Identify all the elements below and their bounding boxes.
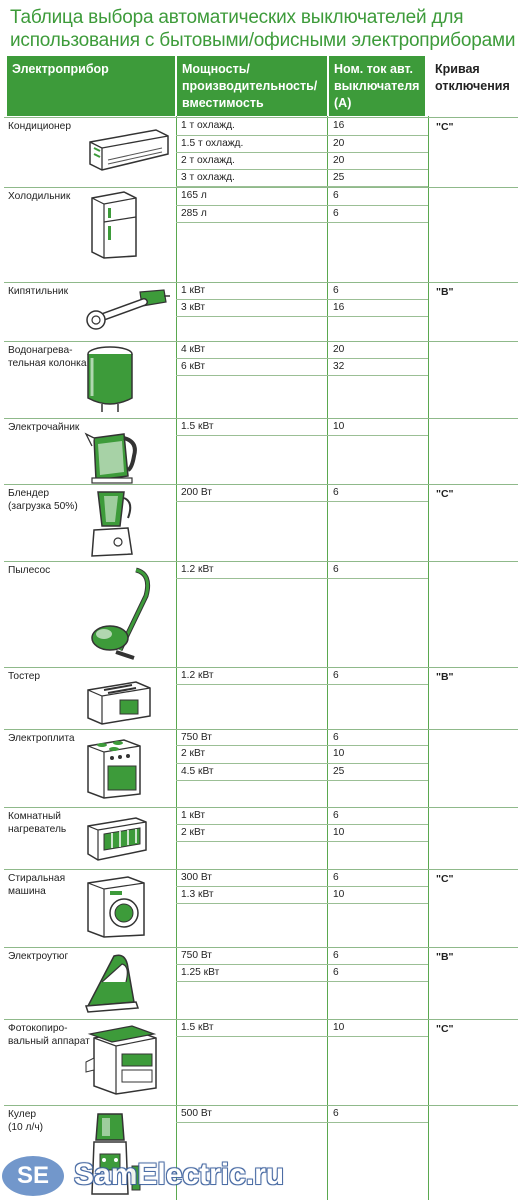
power-value: 750 Вт [181,732,212,743]
header-curve-line-2: отключения [435,79,510,93]
current-value: 10 [333,748,345,759]
immersion-heater-icon [80,286,170,338]
row-divider [176,135,428,136]
vacuum-cleaner-icon [86,566,158,662]
current-value: 6 [333,487,339,498]
power-value: 2 кВт [181,827,206,838]
group-divider [4,869,518,870]
power-value: 6 кВт [181,361,206,372]
row-divider [176,763,428,764]
table-header [0,56,518,116]
header-power-line-2: производительность/ [182,79,318,93]
washing-machine-icon [84,873,148,939]
row-divider [176,824,428,825]
row-divider [176,169,428,170]
power-value: 4 кВт [181,344,206,355]
appliance-name-line: Тостер [8,671,41,682]
appliance-name [8,285,90,298]
power-value: 200 Вт [181,487,212,498]
power-value: 165 л [181,190,207,201]
power-value: 2 т охлажд. [181,155,235,166]
power-value: 1 кВт [181,285,206,296]
header-appliance-label: Электроприбор [12,62,109,76]
current-value: 6 [333,810,339,821]
current-value: 6 [333,564,339,575]
current-value: 10 [333,1022,345,1033]
current-value: 6 [333,670,339,681]
appliance-name [8,120,90,133]
current-value: 25 [333,766,345,777]
refrigerator-icon [84,190,144,260]
group-divider [4,117,518,118]
appliance-name-line: вальный аппарат [8,1036,90,1047]
header-current [329,56,425,116]
power-value: 3 т охлажд. [181,172,235,183]
current-value: 6 [333,732,339,743]
current-value: 16 [333,120,345,131]
row-divider [176,316,428,317]
air-conditioner-icon [86,124,172,176]
power-value: 1.25 кВт [181,967,220,978]
group-divider [4,341,518,342]
row-divider [176,780,428,781]
row-divider [176,903,428,904]
appliance-name-line: Электрочайник [8,422,80,433]
toaster-icon [84,676,154,726]
title-line-1: Таблица выбора автоматических выключателей для [10,7,464,28]
current-value: 6 [333,208,339,219]
header-current-line-1: Ном. ток авт. [334,62,413,76]
curve-value: "В" [436,286,454,298]
row-divider [176,152,428,153]
group-divider [4,1105,518,1106]
power-value: 1.5 т охлажд. [181,138,244,149]
photocopier-icon [84,1022,164,1096]
header-curve [430,56,518,116]
group-divider [4,1019,518,1020]
room-heater-icon [84,812,148,864]
appliance-name-line: Холодильник [8,191,71,202]
appliance-name [8,487,90,513]
current-value: 6 [333,950,339,961]
row-divider [176,745,428,746]
group-divider [4,282,518,283]
row-divider [176,1122,428,1123]
current-value: 20 [333,155,345,166]
curve-value: "В" [436,671,454,683]
power-value: 4.5 кВт [181,766,214,777]
appliance-name-line: (загрузка 50%) [8,501,78,512]
column-divider-3 [428,116,429,1200]
header-power [177,56,327,116]
title-line-2: использования с бытовыми/офисными электроприборами [10,30,516,51]
group-divider [4,484,518,485]
header-current-line-3: (А) [334,96,352,110]
appliance-name [8,564,90,577]
appliance-name-line: Стиральная [8,873,66,884]
power-value: 1.5 кВт [181,421,214,432]
appliance-name [8,1108,90,1134]
appliance-name [8,732,90,745]
current-value: 10 [333,421,345,432]
column-divider-2 [327,116,328,1200]
appliance-name-line: нагреватель [8,824,67,835]
watermark-logo-badge: SE [2,1156,64,1196]
group-divider [4,947,518,948]
power-value: 2 кВт [181,748,206,759]
power-value: 285 л [181,208,207,219]
group-divider [4,667,518,668]
row-divider [176,299,428,300]
curve-value: "С" [436,1023,454,1035]
current-value: 20 [333,344,345,355]
appliance-name-line: Пылесос [8,565,51,576]
group-divider [4,561,518,562]
group-divider [4,729,518,730]
curve-value: "С" [436,873,454,885]
watermark-site-name: SamElectric.ru [74,1158,285,1191]
row-divider [176,684,428,685]
row-divider [176,578,428,579]
current-value: 20 [333,138,345,149]
power-value: 300 Вт [181,872,212,883]
header-appliance [7,56,175,116]
current-value: 16 [333,302,345,313]
row-divider [176,981,428,982]
current-value: 10 [333,827,345,838]
power-value: 1.2 кВт [181,670,214,681]
current-value: 6 [333,967,339,978]
row-divider [176,435,428,436]
header-power-line-3: вместимость [182,96,264,110]
row-divider [176,501,428,502]
iron-icon [82,950,142,1014]
electric-kettle-icon [84,424,140,484]
power-value: 500 Вт [181,1108,212,1119]
appliance-name-line: (10 л/ч) [8,1122,44,1133]
appliance-name-line: Кулер [8,1109,37,1120]
group-divider [4,187,518,188]
current-value: 6 [333,872,339,883]
current-value: 32 [333,361,345,372]
power-value: 1 кВт [181,810,206,821]
row-divider [176,886,428,887]
appliance-name-line: Комнатный [8,811,61,822]
watermark [2,1150,382,1200]
current-value: 6 [333,285,339,296]
current-value: 6 [333,190,339,201]
appliance-name [8,344,90,370]
header-power-line-1: Мощность/ [182,62,250,76]
current-value: 6 [333,1108,339,1119]
appliance-name-line: Кондиционер [8,121,72,132]
appliance-name [8,810,90,836]
power-value: 1.2 кВт [181,564,214,575]
row-divider [176,222,428,223]
electric-stove-icon [84,732,144,800]
column-divider-1 [176,116,177,1200]
appliance-name [8,421,90,434]
curve-value: "С" [436,121,454,133]
row-divider [176,841,428,842]
row-divider [176,375,428,376]
power-value: 1 т охлажд. [181,120,235,131]
appliance-name [8,1022,90,1048]
appliance-name [8,670,90,683]
group-divider [4,807,518,808]
blender-icon [84,488,140,558]
power-value: 1.5 кВт [181,1022,214,1033]
appliance-name-line: Блендер [8,488,50,499]
appliance-name [8,950,90,963]
appliance-name-line: Кипятильник [8,286,69,297]
appliance-name [8,190,90,203]
row-divider [176,1036,428,1037]
appliance-name-line: машина [8,886,46,897]
curve-value: "С" [436,488,454,500]
header-curve-line-1: Кривая [435,62,480,76]
current-value: 25 [333,172,345,183]
current-value: 10 [333,889,345,900]
appliance-name-line: Водонагрева- [8,345,73,356]
appliance-name-line: Фотокопиро- [8,1023,68,1034]
row-divider [176,205,428,206]
appliance-name-line: тельная колонка [8,358,87,369]
row-divider [176,358,428,359]
appliance-name [8,872,90,898]
row-divider [176,964,428,965]
page-title [10,6,516,52]
power-value: 1.3 кВт [181,889,214,900]
curve-value: "В" [436,951,454,963]
power-value: 750 Вт [181,950,212,961]
header-current-line-2: выключателя [334,79,420,93]
appliance-name-line: Электроутюг [8,951,69,962]
power-value: 3 кВт [181,302,206,313]
water-heater-icon [82,344,138,414]
appliance-name-line: Электроплита [8,733,75,744]
group-divider [4,418,518,419]
